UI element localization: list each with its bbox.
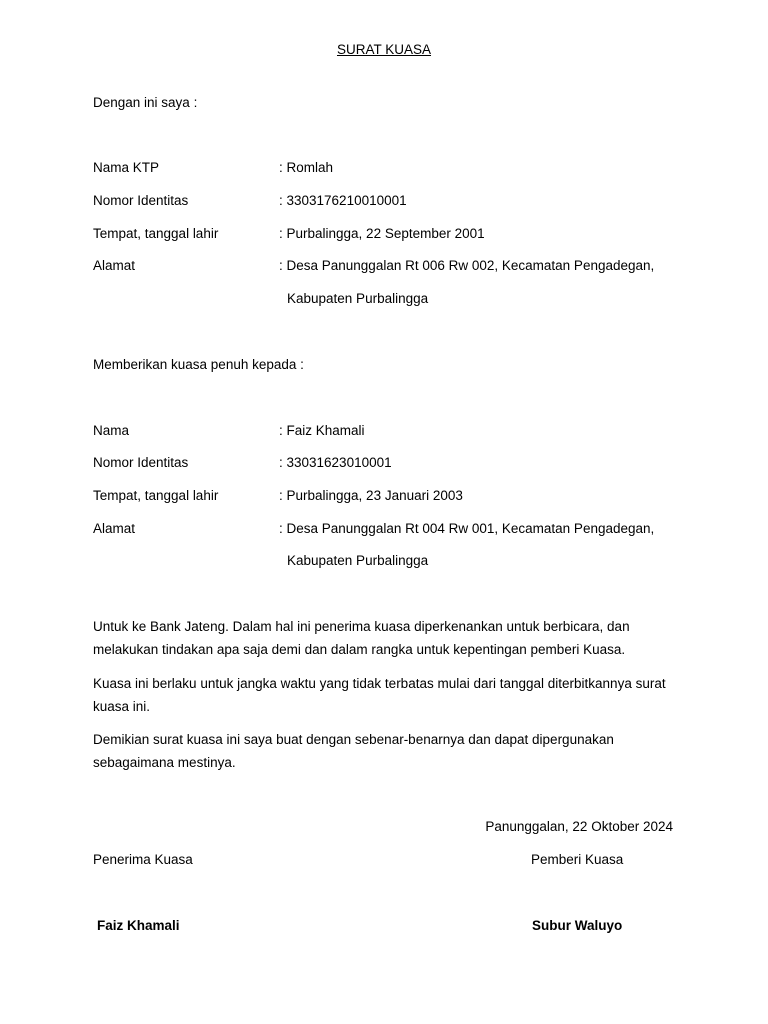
place-date: Panunggalan, 22 Oktober 2024: [485, 819, 673, 834]
receiver-label: Penerima Kuasa: [93, 852, 193, 867]
grantor-name-label: Nama KTP: [93, 160, 160, 175]
transition-text: Memberikan kuasa penuh kepada :: [93, 357, 304, 372]
grantor-address-value: : Desa Panunggalan Rt 006 Rw 002, Kecamatan Pengadegan,: [279, 258, 655, 273]
grantor-address-label: Alamat: [93, 258, 136, 273]
grantee-address-value: : Desa Panunggalan Rt 004 Rw 001, Kecamatan Pengadegan,: [279, 521, 655, 536]
paragraph-purpose: Untuk ke Bank Jateng. Dalam hal ini penerima kuasa diperkenankan untuk berbicara, dan melakukan tindakan apa saja demi dan dalam rangka untuk kepentingan pemberi Kuasa.: [93, 619, 630, 657]
paragraph-closing: Demikian surat kuasa ini saya buat dengan sebenar-benarnya dan dapat dipergunakan sebagaimana mestinya.: [93, 732, 614, 770]
grantor-birth-value: : Purbalingga, 22 September 2001: [279, 226, 485, 241]
receiver-name: Faiz Khamali: [97, 918, 180, 933]
intro-text: Dengan ini saya :: [93, 95, 198, 110]
grantee-name-value: : Faiz Khamali: [279, 423, 365, 438]
document-title: SURAT KUASA: [336, 42, 432, 57]
grantor-birth-label: Tempat, tanggal lahir: [93, 226, 219, 241]
grantee-name-label: Nama: [93, 423, 130, 438]
grantee-address-label: Alamat: [93, 521, 136, 536]
grantee-id-value: : 33031623010001: [279, 455, 392, 470]
grantor-address-continued: Kabupaten Purbalingga: [287, 291, 429, 306]
giver-label: Pemberi Kuasa: [531, 852, 624, 867]
grantee-birth-label: Tempat, tanggal lahir: [93, 488, 219, 503]
grantor-id-value: : 3303176210010001: [279, 193, 407, 208]
grantee-address-continued: Kabupaten Purbalingga: [287, 553, 429, 568]
paragraph-validity: Kuasa ini berlaku untuk jangka waktu yang tidak terbatas mulai dari tanggal diterbitkannya surat kuasa ini.: [93, 676, 666, 714]
grantee-birth-value: : Purbalingga, 23 Januari 2003: [279, 488, 463, 503]
giver-name: Subur Waluyo: [532, 918, 623, 933]
grantor-id-label: Nomor Identitas: [93, 193, 189, 208]
grantor-name-value: : Romlah: [279, 160, 334, 175]
grantee-id-label: Nomor Identitas: [93, 455, 189, 470]
